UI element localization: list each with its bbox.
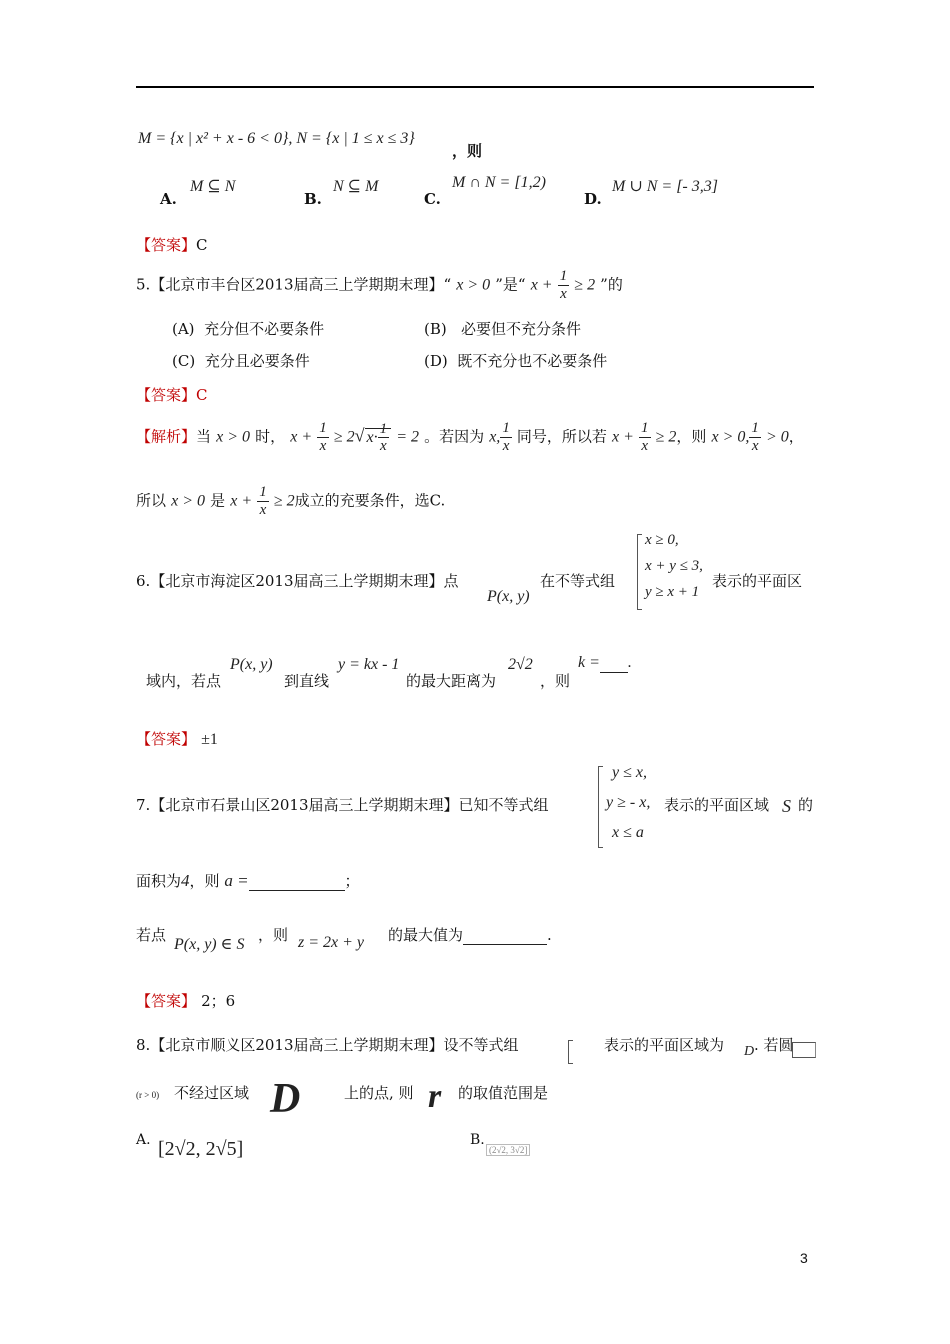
analysis-pair: x, — [489, 428, 501, 446]
numerator: 1 — [751, 420, 759, 436]
system-line-3: y ≥ x + 1 — [645, 584, 700, 600]
fraction — [317, 420, 329, 454]
semicolon: ； — [344, 872, 360, 890]
analysis-condition: x > 0 — [216, 428, 251, 446]
q5-conclusion — [136, 484, 445, 518]
tiny-circle-equation — [792, 1042, 816, 1058]
option-text: 充分且必要条件 — [204, 352, 310, 370]
system-line-3: x ≤ a — [612, 824, 644, 841]
q6-line2-b: 到直线 — [284, 672, 330, 690]
numerator: 1 — [259, 484, 267, 500]
numerator: 1 — [502, 420, 510, 436]
q7-line3-a: 若点 — [136, 926, 167, 944]
answer-tag: 【答案】 — [136, 386, 197, 404]
q7-line3-z: z = 2x + y — [298, 934, 365, 951]
system-brace — [598, 766, 603, 848]
numerator: 1 — [319, 420, 327, 436]
q4-option-b: N ⊆ M — [333, 178, 379, 195]
q5-option-d — [424, 350, 607, 371]
q8-option-a-letter: A. — [136, 1132, 151, 1148]
answer-blank — [249, 872, 345, 891]
numerator: 1 — [559, 268, 568, 284]
condition-x-positive: x > 0 — [456, 276, 491, 294]
q6-line2-c: 的最大距离为 — [406, 672, 497, 690]
q5-stem — [136, 268, 623, 302]
stem-text: 点 — [443, 572, 459, 590]
q8-line2-D: D — [270, 1076, 301, 1122]
system-brace — [637, 534, 642, 610]
analysis-text: 。若因为 — [424, 427, 485, 446]
option-text: 充分但不必要条件 — [204, 320, 325, 338]
q8-stem-c: . 若圆 — [754, 1036, 794, 1054]
question-source: 【北京市丰台区2013届高三上学期期末理】 — [150, 275, 444, 294]
analysis-expression: ≥ 2 — [333, 428, 355, 446]
analysis-text: 当 — [196, 427, 212, 446]
analysis-tag: 【解析】 — [136, 427, 197, 446]
q6-point: P(x, y) — [487, 588, 530, 605]
then-text: ，则 — [189, 872, 220, 890]
numerator: 1 — [641, 420, 649, 436]
conclusion-condition: x > 0 — [171, 492, 206, 510]
q6-line2-dist: 2√2 — [508, 656, 533, 673]
denominator: x — [502, 437, 510, 454]
q7-stem-c: 的 — [798, 796, 814, 814]
fraction — [639, 420, 651, 454]
denominator: x — [319, 437, 327, 454]
fraction — [558, 268, 570, 302]
condition-expression: x + — [530, 276, 553, 294]
system-line-2: y ≥ - x, — [606, 794, 651, 811]
fraction — [500, 420, 512, 454]
sqrt-sign: √ — [354, 425, 365, 446]
option-letter: (B) — [424, 320, 447, 338]
q7-region: S — [782, 796, 791, 816]
sqrt-body: x· $\frac{1}{x}$ — [365, 428, 392, 446]
q4-option-c-letter: C. — [424, 190, 441, 208]
analysis-expression: x + — [290, 428, 313, 446]
analysis-text: ， — [788, 427, 804, 446]
analysis-expression: = 2 — [396, 428, 419, 446]
question-number: 7. — [136, 796, 151, 814]
page-number: 3 — [800, 1250, 808, 1266]
answer-value: ±1 — [201, 731, 218, 748]
question-source: 【北京市石景山区2013届高三上学期期末理】 — [150, 796, 459, 814]
answer-tag: 【答案】 — [136, 730, 197, 748]
question-source: 【北京市海淀区2013届高三上学期期末理】 — [150, 572, 444, 590]
k-equals: k = — [578, 654, 600, 671]
conclusion-text: 成立的充要条件，选C. — [294, 491, 446, 510]
q6-line2-line: y = kx - 1 — [338, 656, 400, 673]
q6-stem-c: 表示的平面区 — [712, 572, 803, 590]
answer-value: 2；6 — [201, 992, 236, 1010]
q8-line2-b: 上的点, 则 — [344, 1084, 414, 1102]
option-text: 必要但不充分条件 — [461, 320, 582, 338]
question-number: 6. — [136, 572, 151, 590]
period: . — [627, 654, 632, 671]
q8-line2-r: r — [428, 1078, 442, 1115]
q8-option-b: (2√2, 3√2] — [486, 1144, 530, 1156]
option-text: 既不充分也不必要条件 — [457, 352, 608, 370]
analysis-result: x > 0, — [711, 428, 750, 446]
question-number: 5. — [136, 275, 151, 294]
fraction — [257, 484, 269, 518]
condition-ge2: ≥ 2 — [574, 276, 596, 294]
q6-line2-a: 域内，若点 — [146, 672, 222, 690]
system-line-1: y ≤ x, — [612, 764, 647, 781]
analysis-text: 时， — [255, 427, 286, 446]
q4-option-a-letter: A. — [160, 190, 177, 208]
q7-answer — [136, 990, 235, 1011]
q6-answer — [136, 728, 218, 749]
denominator: x — [560, 285, 567, 302]
max-text: 的最大值为 — [388, 926, 464, 944]
q5-analysis — [136, 420, 804, 455]
question-source: 【北京市顺义区2013届高三上学期期末理】 — [150, 1036, 444, 1054]
option-letter: (D) — [424, 352, 448, 370]
q7-line3-point: P(x, y) ∈ S — [174, 936, 245, 953]
q8-option-b-letter: B. — [470, 1132, 485, 1148]
header-rule — [136, 86, 814, 88]
q4-option-c: M ∩ N = [1,2) — [452, 174, 546, 191]
q8-stem — [136, 1034, 519, 1055]
q8-option-a: [2√2, 2√5] — [158, 1138, 244, 1160]
q6-line2-d: ，则 — [540, 672, 571, 690]
conclusion-text: 是 — [210, 491, 226, 510]
question-number: 8. — [136, 1036, 151, 1054]
answer-value: C — [196, 236, 208, 254]
denominator: x — [259, 501, 267, 518]
stem-text: 设不等式组 — [443, 1036, 519, 1054]
q7-stem — [136, 794, 549, 815]
area-text: 面积为 — [136, 872, 182, 890]
q4-answer — [136, 234, 208, 255]
q6-line2-point: P(x, y) — [230, 656, 273, 673]
quote-open: “ — [443, 275, 452, 294]
conclusion-expression: x + — [230, 492, 253, 510]
system-line-1: x ≥ 0, — [645, 532, 679, 548]
answer-blank — [600, 654, 628, 673]
q8-region: D — [744, 1044, 755, 1059]
stem-end: ”的 — [600, 275, 623, 294]
stem-text: 已知不等式组 — [458, 796, 549, 814]
a-equals: a = — [224, 871, 249, 890]
q8-r-condition: (r > 0) — [136, 1090, 160, 1100]
denominator: x — [380, 438, 387, 455]
answer-blank — [463, 926, 547, 945]
denominator: x — [751, 437, 759, 454]
q8-line2-c: 的取值范围是 — [458, 1084, 549, 1102]
q5-option-b — [424, 318, 581, 339]
conclusion-text: 所以 — [136, 491, 167, 510]
option-letter: (A) — [172, 320, 195, 338]
q5-option-a — [172, 318, 324, 339]
q8-stem-b: 表示的平面区域为 — [604, 1036, 725, 1054]
q4-option-d-letter: D. — [584, 190, 602, 208]
q7-line3-b: ，则 — [258, 926, 289, 944]
area-value: 4 — [181, 871, 190, 890]
tiny-system-brace — [568, 1040, 573, 1064]
analysis-text: 同号，所以若 — [516, 427, 607, 446]
q6-stem — [136, 570, 459, 591]
q4-then: ，则 — [452, 142, 483, 160]
analysis-expression: x + — [612, 428, 634, 446]
stem-connector: ”是“ — [495, 275, 526, 294]
conclusion-expression: ≥ 2 — [273, 492, 295, 510]
answer-tag: 【答案】 — [136, 992, 197, 1010]
q6-stem-b: 在不等式组 — [540, 572, 616, 590]
q7-line2 — [136, 870, 360, 891]
q7-stem-b: 表示的平面区域 — [664, 796, 770, 814]
answer-value: C — [196, 386, 208, 404]
system-line-2: x + y ≤ 3, — [645, 558, 703, 574]
period: . — [547, 926, 552, 944]
option-letter: (C) — [172, 352, 196, 370]
q6-line2-k — [578, 654, 632, 673]
q4-option-d: M ∪ N = [- 3,3] — [612, 178, 718, 195]
analysis-expression: ≥ 2 — [655, 428, 677, 446]
q8-line2-a: 不经过区域 — [174, 1084, 250, 1102]
fraction — [749, 420, 761, 454]
q4-option-b-letter: B. — [304, 190, 322, 208]
q4-option-a: M ⊆ N — [190, 178, 236, 195]
analysis-text: ，则 — [676, 427, 707, 446]
denominator: x — [641, 437, 649, 454]
q5-answer — [136, 384, 208, 405]
answer-tag: 【答案】 — [136, 236, 197, 254]
numerator: 1 — [379, 420, 388, 437]
q4-sets: M = {x | x² + x - 6 < 0}, N = {x | 1 ≤ x ≤ 3} — [138, 130, 415, 147]
q5-option-c — [172, 350, 310, 371]
q7-line3-c — [388, 924, 552, 945]
analysis-result: > 0 — [766, 428, 789, 446]
